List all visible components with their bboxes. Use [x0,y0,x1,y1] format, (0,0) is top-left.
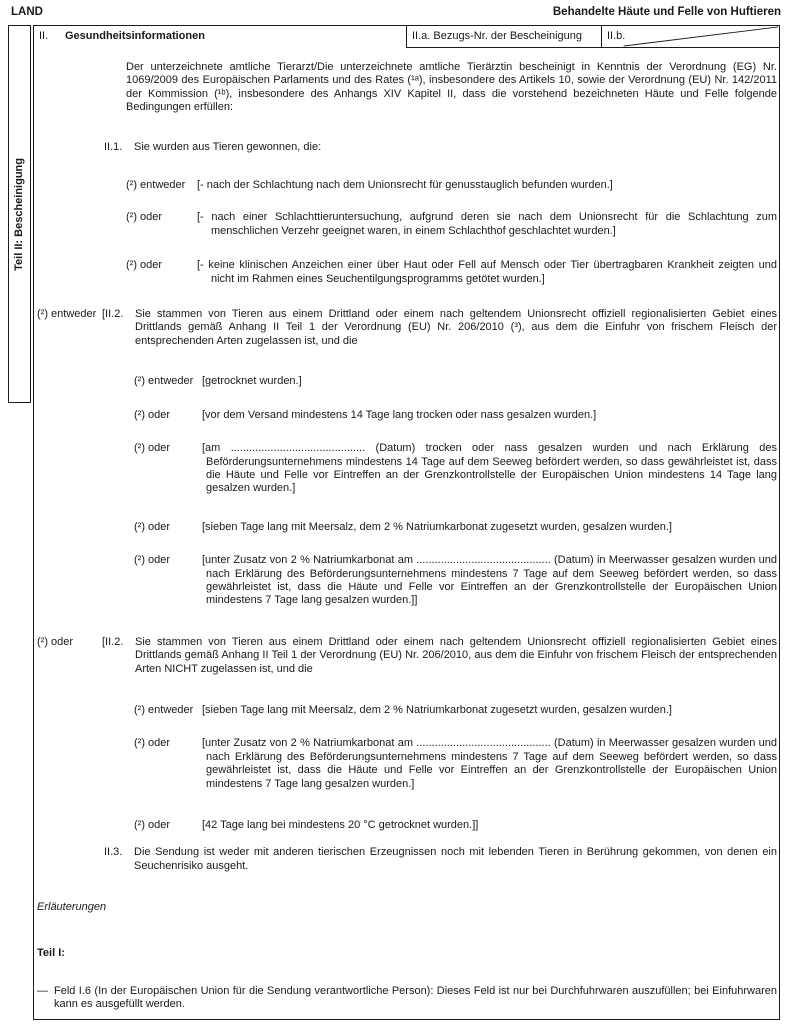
option-text: [getrocknet wurden.] [202,375,302,388]
note-item [37,985,777,1012]
option-row [134,375,777,388]
footnote-marker: (²) oder [134,819,171,831]
option-text: [sieben Tage lang mit Meersalz, dem 2 % Natriumkarbonat zugesetzt wurden, gesalzen wurden.] [202,703,672,716]
dash-bullet: — [37,985,48,998]
option-text: [unter Zusatz von 2 % Natriumkarbonat am ............................................ (Datum) in Meerwasser gesalzen wurden und nach Erklärung des Beförderungsunternehmens mindestens 7 Tage auf dem Seeweg befördert werden, so dass gewährleistet ist, dass die Häute und Felle vor Eintreffen an der Grenzkontrollstelle der Europäischen Union mindestens 7 Tage lang gesalzen wurden.] [202,737,777,790]
sidebar-label: Teil II: Bescheinigung [12,157,25,271]
clause-ii3 [104,846,777,873]
note-text: Feld I.6 (In der Europäischen Union für die Sendung verantwortliche Person): Dieses Feld ist nur bei Durchfuhrwaren auszufüllen; bei Einfuhrwaren kann es ausgefüllt werden. [54,985,777,1011]
footnote-marker: (²) entweder [126,179,186,192]
page-title: Behandelte Häute und Felle von Huftieren [552,6,781,18]
clause-ii2-first [37,308,777,348]
footnote-marker: (²) oder [126,259,163,272]
option-text: [sieben Tage lang mit Meersalz, dem 2 % Natriumkarbonat zugesetzt wurden, gesalzen wurden.] [202,520,672,533]
reference-number-cell [406,26,601,48]
option-text: [42 Tage lang bei mindestens 20 °C getrocknet wurden.]] [202,819,479,831]
option-row [126,259,777,286]
part-ii-sidebar [8,25,31,403]
iib-label: II.b. [607,29,626,42]
section-number: II. [39,30,49,43]
footnote-marker: (²) oder [134,554,171,567]
footnote-marker: (²) oder [126,211,163,224]
option-row [134,704,777,717]
option-row [126,179,777,192]
option-row [126,211,777,238]
footnote-marker: (²) entweder [134,375,194,388]
clause-number: II.3. [104,846,123,859]
section-title: Gesundheitsinformationen [65,30,205,43]
clause-number: [II.2. [102,635,124,648]
option-text: [- nach einer Schlachttieruntersuchung, aufgrund deren sie nach dem Unionsrecht für die Schlachtung zum menschlichen Verzehr geeignet waren, in einem Schlachthof geschlachtet wurden.] [197,211,777,237]
clause-number: [II.2. [102,308,124,321]
footnote-marker: (²) oder [134,520,171,533]
footnote-marker: (²) entweder [37,308,97,321]
clause-ii1 [104,141,777,154]
option-text: [- keine klinischen Anzeichen einer über Haut oder Fell auf Mensch oder Tier übertragbaren Krankheit zeigten und nicht im Rahmen eines Seuchentilgungsprogramms getötet wurden.] [197,259,777,285]
option-row [134,409,777,422]
option-row [134,521,777,534]
header-row [34,26,779,48]
clause-ii2-second [37,636,777,676]
option-row [134,442,777,496]
clause-number: II.1. [104,140,123,153]
option-text: [vor dem Versand mindestens 14 Tage lang trocken oder nass gesalzen wurden.] [202,408,597,421]
country-label: LAND [11,6,43,18]
clause-text: Sie wurden aus Tieren gewonnen, die: [134,140,322,153]
diagonal-strike-line [602,26,779,47]
notes-heading: Erläuterungen [37,901,107,914]
header-section-cell [34,26,406,48]
part-i-heading: Teil I: [37,946,65,959]
option-text: [- nach der Schlachtung nach dem Unionsrecht für genusstauglich befunden wurden.] [197,179,613,192]
reference-number-label: II.a. Bezugs-Nr. der Bescheinigung [412,29,582,42]
footnote-marker: (²) oder [134,408,171,421]
footnote-marker: (²) oder [134,737,171,750]
iib-cell [601,26,779,48]
clause-text: Sie stammen von Tieren aus einem Drittland oder einem nach geltendem Unionsrecht offiziell regionalisierten Gebiet eines Drittlands gemäß Anhang II Teil 1 der Verordnung (EU) Nr. 206/2010, aus dem die Einfuhr von frischem Fleisch der entsprechenden Arten NICHT zugelassen ist, und die [135,635,777,675]
clause-text: Die Sendung ist weder mit anderen tierischen Erzeugnissen noch mit lebenden Tieren in Berührung gekommen, von denen ein Seuchenrisiko ausgeht. [134,846,777,872]
footnote-marker: (²) oder [37,635,74,648]
option-text: [unter Zusatz von 2 % Natriumkarbonat am ............................................ (Datum) in Meerwasser gesalzen wurden und nach Erklärung des Beförderungsunternehmens mindestens 7 Tage auf dem Seeweg befördert werden, so dass gewährleistet ist, dass die Häute und Felle vor Eintreffen an der Grenzkontrollstelle der Europäischen Union mindestens 7 Tage lang gesalzen wurden.]] [202,554,777,607]
clause-text: Sie stammen von Tieren aus einem Drittland oder einem nach geltendem Unionsrecht offiziell regionalisierten Gebiet eines Drittlands gemäß Anhang II Teil 1 der Verordnung (EU) Nr. 206/2010 (³), aus dem die Einfuhr von frischem Fleisch der entsprechenden Arten zugelassen ist, und die [135,308,777,347]
option-row [134,819,777,832]
option-text: [am ............................................ (Datum) trocken oder nass gesalzen wurden und nach Erklärung des Beförderungsunternehmens mindestens 14 Tage auf dem Seeweg befördert werden, so dass gewährleistet ist, dass die Häute und Felle vor Eintreffen an der Grenzkontrollstelle der Europäischen Union mindestens 14 Tage lang gesalzen wurden.] [202,442,777,495]
certificate-body [33,25,780,1020]
footnote-marker: (²) oder [134,442,171,455]
option-row [134,737,777,791]
intro-paragraph: Der unterzeichnete amtliche Tierarzt/Die unterzeichnete amtliche Tierärztin bescheinigt in Kenntnis der Verordnung (EG) Nr. 1069/2009 des Europäischen Parlaments und des Rates (¹ᵃ), insbesondere des Artikels 10, sowie der Verordnung (EU) Nr. 142/2011 der Kommission (¹ᵇ), insbesondere des Anhangs XIV Kapitel II, dass die vorstehend bezeichneten Häute und Felle folgende Bedingungen erfüllen: [126,61,777,114]
footnote-marker: (²) entweder [134,703,194,716]
option-row [134,554,777,608]
